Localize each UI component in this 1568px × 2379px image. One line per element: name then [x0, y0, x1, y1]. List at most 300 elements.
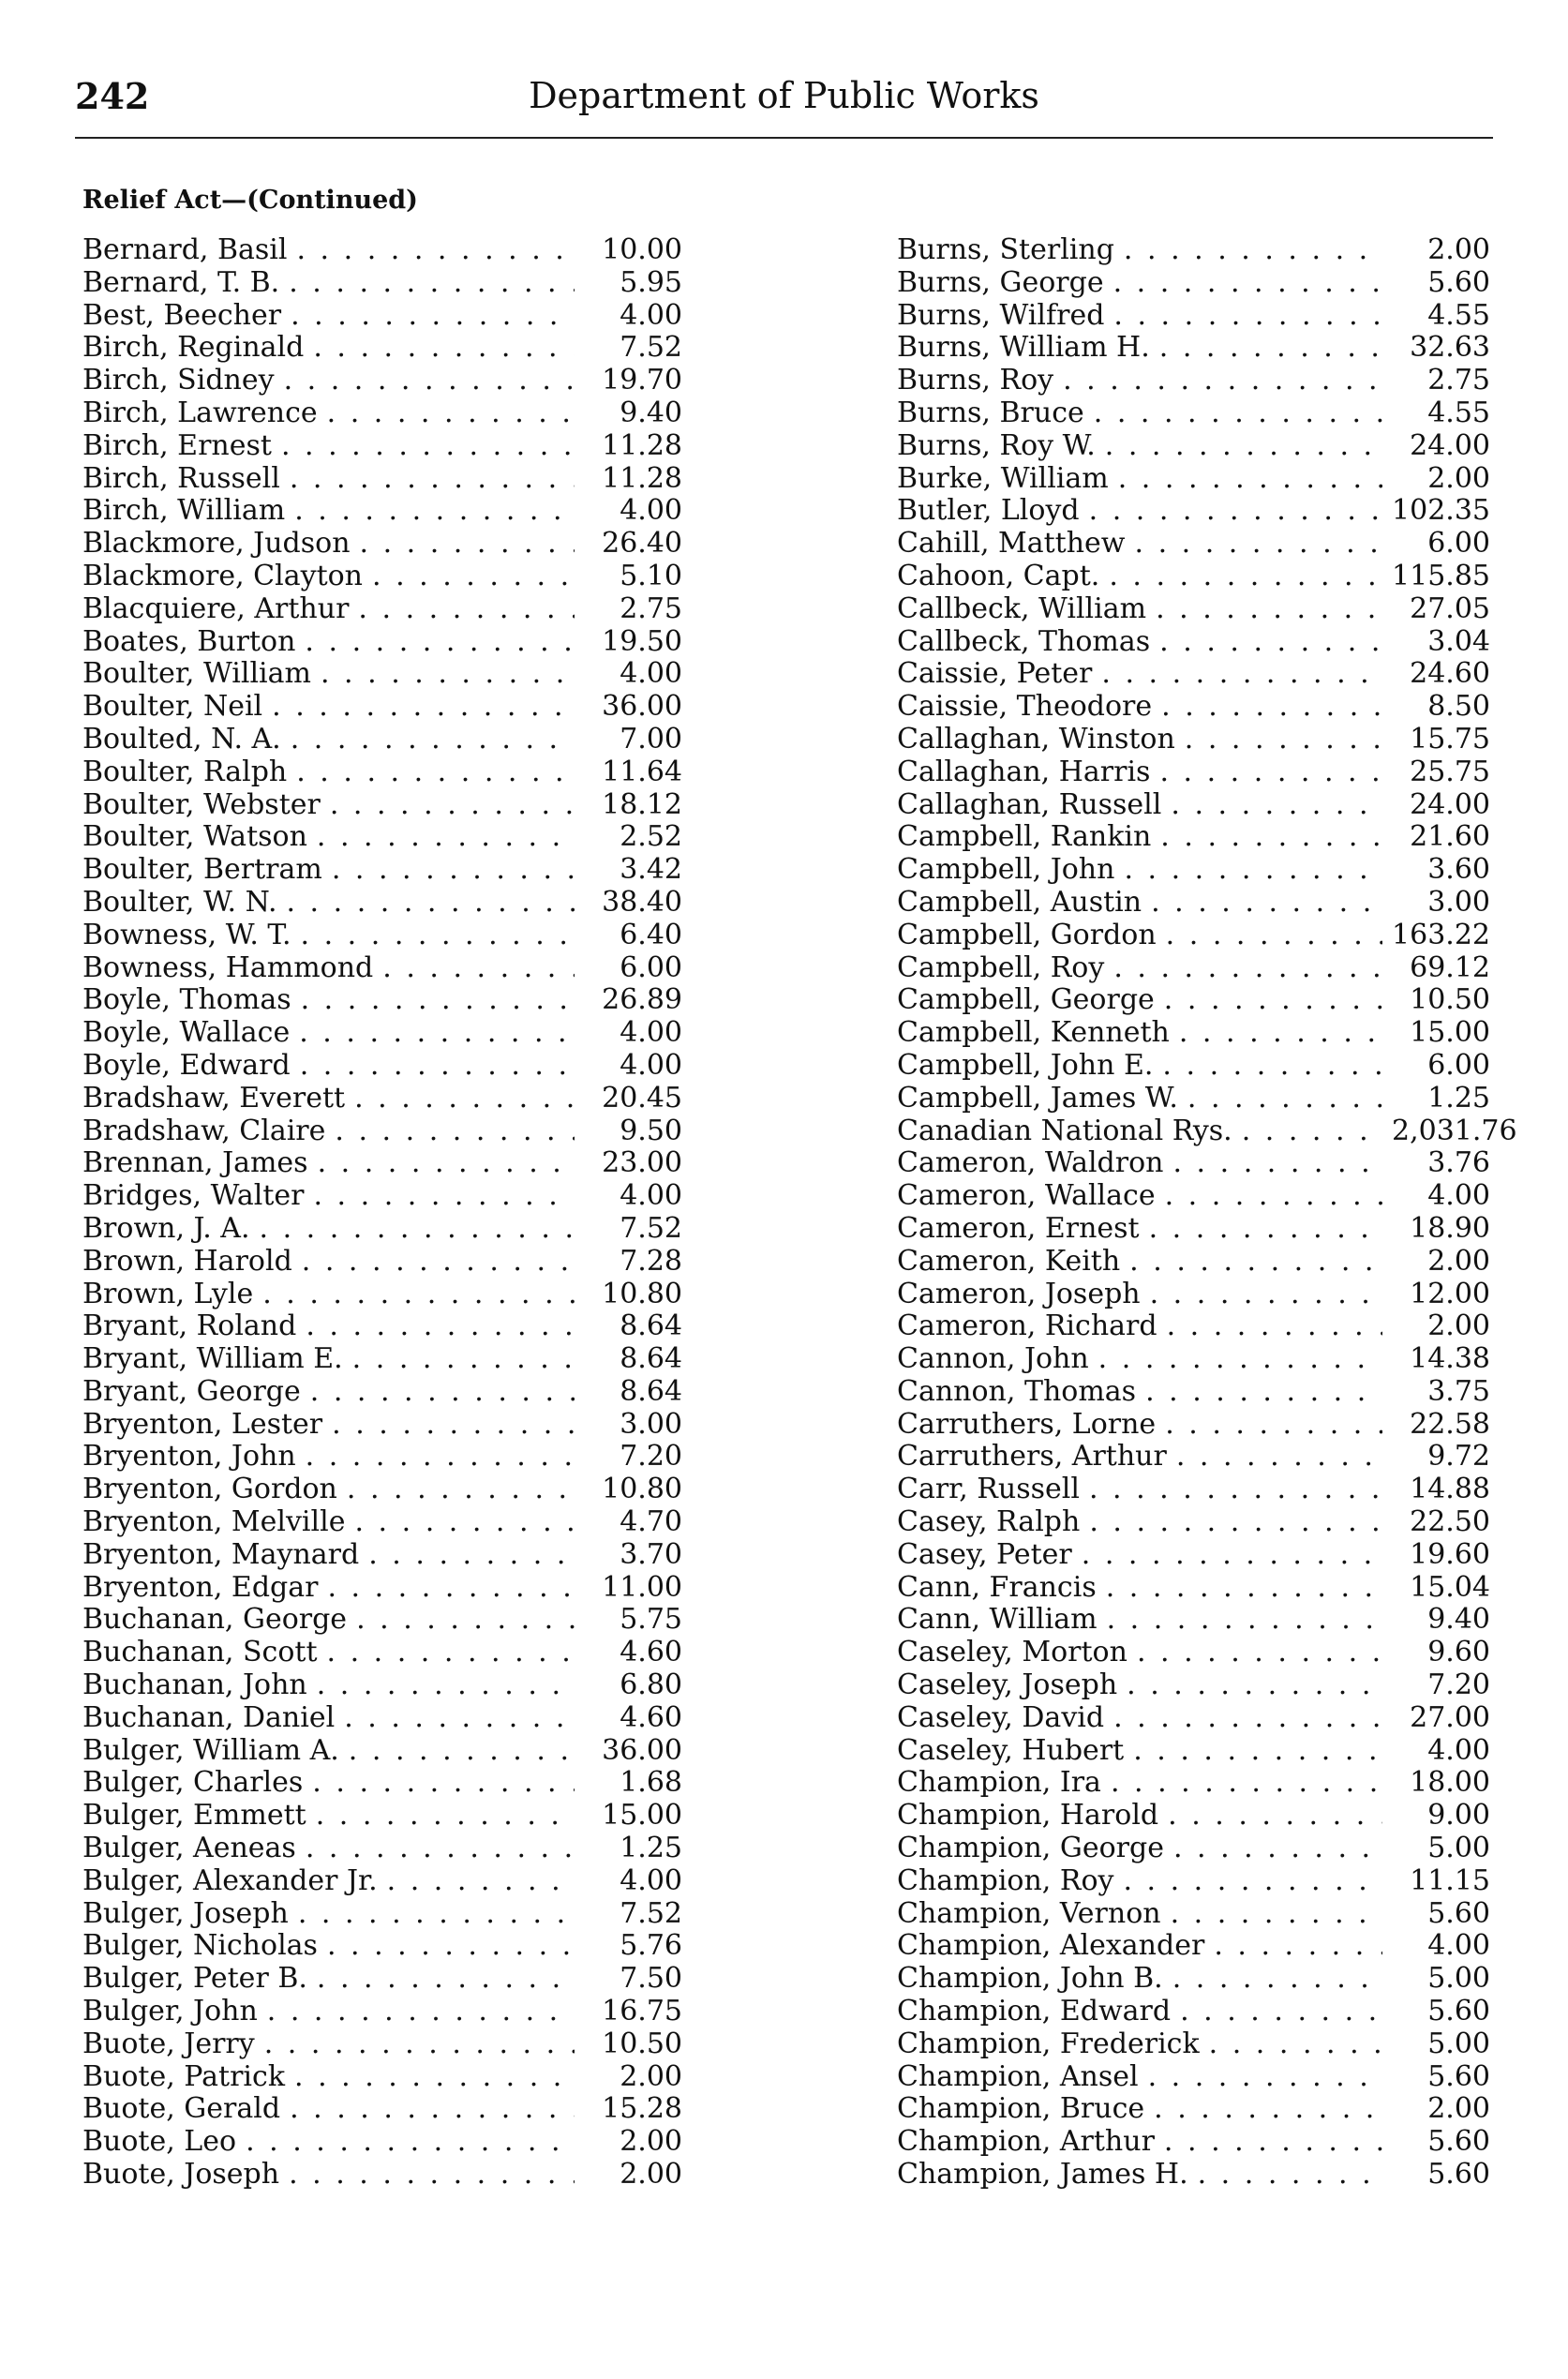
list-item: [82, 1213, 682, 1246]
list-item: [897, 1279, 1490, 1311]
entry-amount: 6.00: [1427, 527, 1490, 561]
entry-name: Boulter, Webster: [82, 787, 321, 821]
entry-amount: 8.64: [620, 1309, 682, 1343]
list-item: [897, 1114, 1517, 1148]
entry-amount: 5.76: [620, 1929, 682, 1963]
entry-amount: 36.00: [602, 690, 682, 724]
entry-name: Callaghan, Harris: [897, 755, 1151, 788]
list-item: [897, 1735, 1490, 1768]
entry-amount: 10.00: [602, 233, 682, 266]
entry-amount: 14.88: [1410, 1473, 1490, 1506]
dot-leader: [1150, 1279, 1382, 1311]
dot-leader: [291, 724, 575, 756]
list-item: [897, 2061, 1490, 2094]
entry-amount: 2.75: [1427, 364, 1490, 397]
entry-name: Carr, Russell: [897, 1473, 1080, 1506]
list-item: [897, 1441, 1490, 1474]
entry-name: Champion, Arthur: [897, 2125, 1155, 2159]
dot-leader: [296, 234, 575, 267]
dot-leader: [1185, 724, 1382, 756]
entry-name: Callbeck, Thomas: [897, 624, 1151, 658]
list-item: [897, 1213, 1490, 1246]
entry-name: Cameron, Joseph: [897, 1277, 1141, 1310]
list-item: [82, 1279, 682, 1311]
dot-leader: [1101, 658, 1382, 691]
entry-name: Buchanan, George: [82, 1603, 348, 1637]
entry-amount: 6.00: [620, 950, 682, 984]
right-column: [897, 233, 1517, 2192]
list-item: [897, 1474, 1490, 1506]
dot-leader: [299, 1017, 575, 1050]
list-item: [897, 1246, 1490, 1279]
entry-amount: 32.63: [1410, 331, 1490, 365]
entry-name: Champion, Harold: [897, 1799, 1159, 1833]
entry-name: Champion, Alexander: [897, 1929, 1205, 1963]
dot-leader: [1198, 2159, 1382, 2192]
dot-leader: [1109, 561, 1382, 593]
entry-name: Champion, John B.: [897, 1962, 1163, 1996]
dot-leader: [1167, 1310, 1382, 1343]
entry-amount: 5.60: [1427, 2125, 1490, 2159]
entry-amount: 6.80: [620, 1668, 682, 1702]
entry-amount: 69.12: [1410, 950, 1490, 984]
entry-name: Boulter, Bertram: [82, 853, 322, 887]
dot-leader: [1173, 1833, 1382, 1865]
dot-leader: [354, 1083, 575, 1115]
entry-name: Burns, Bruce: [897, 396, 1084, 429]
list-item: [897, 821, 1490, 854]
dot-leader: [358, 593, 575, 626]
entry-name: Burns, Wilfred: [897, 298, 1105, 332]
list-item: [82, 1376, 682, 1409]
entry-name: Buote, Leo: [82, 2125, 237, 2159]
dot-leader: [1082, 1539, 1382, 1572]
entry-name: Boulter, W. N.: [82, 885, 277, 919]
list-item: [897, 234, 1490, 267]
entry-name: Champion, Bruce: [897, 2092, 1145, 2126]
entry-amount: 4.55: [1427, 396, 1490, 429]
entry-name: Cann, Francis: [897, 1570, 1097, 1604]
entry-amount: 9.72: [1427, 1440, 1490, 1474]
entry-name: Boyle, Edward: [82, 1048, 291, 1082]
entry-amount: 11.28: [602, 461, 682, 495]
list-item: [897, 887, 1490, 920]
entry-name: Bryenton, Melville: [82, 1505, 346, 1539]
dot-leader: [1164, 2126, 1382, 2159]
entry-name: Cameron, Waldron: [897, 1146, 1164, 1180]
entry-name: Caseley, Joseph: [897, 1668, 1118, 1702]
entry-amount: 7.52: [620, 1896, 682, 1930]
entry-amount: 2.00: [1427, 2092, 1490, 2126]
dot-leader: [316, 1800, 575, 1833]
dot-leader: [1127, 1669, 1382, 1702]
entry-name: Bulger, Nicholas: [82, 1929, 318, 1963]
entry-amount: 3.42: [620, 853, 682, 887]
list-item: [897, 528, 1490, 561]
dot-leader: [1161, 691, 1382, 724]
entry-amount: 11.15: [1410, 1863, 1490, 1897]
dot-leader: [1137, 1637, 1382, 1669]
list-item: [897, 1898, 1490, 1931]
list-item: [897, 952, 1490, 985]
entry-name: Champion, Edward: [897, 1995, 1172, 2028]
list-item: [897, 1147, 1490, 1180]
entry-name: Champion, Roy: [897, 1863, 1114, 1897]
dot-leader: [1149, 1213, 1382, 1246]
dot-leader: [1106, 1572, 1382, 1605]
list-item: [897, 1833, 1490, 1865]
dot-leader: [318, 1147, 575, 1180]
entry-name: Bowness, Hammond: [82, 950, 374, 984]
entry-name: Campbell, Austin: [897, 885, 1142, 919]
list-item: [82, 267, 682, 300]
entry-amount: 18.00: [1410, 1766, 1490, 1800]
entry-amount: 4.60: [620, 1700, 682, 1734]
dot-leader: [1172, 1963, 1382, 1996]
list-item: [82, 1767, 682, 1800]
entry-amount: 2.75: [620, 591, 682, 625]
list-item: [82, 658, 682, 691]
entry-amount: 10.80: [602, 1473, 682, 1506]
entry-name: Birch, William: [82, 494, 286, 528]
list-item: [82, 1669, 682, 1702]
entry-amount: 2,031.76: [1392, 1114, 1517, 1147]
entry-amount: 4.00: [620, 1016, 682, 1050]
dot-leader: [330, 789, 575, 822]
list-item: [82, 397, 682, 430]
entry-name: Cannon, John: [897, 1342, 1089, 1376]
list-item: [82, 2159, 682, 2192]
list-item: [82, 234, 682, 267]
entry-name: Champion, Ira: [897, 1766, 1101, 1800]
list-item: [82, 1310, 682, 1343]
entry-amount: 7.28: [620, 1244, 682, 1278]
list-item: [897, 463, 1490, 496]
dot-leader: [300, 1050, 575, 1083]
entry-amount: 3.70: [620, 1537, 682, 1571]
running-title: Department of Public Works: [529, 75, 1039, 116]
dot-leader: [356, 1604, 575, 1637]
dot-leader: [349, 1735, 575, 1768]
entry-name: Bryenton, Lester: [82, 1407, 323, 1441]
dot-leader: [321, 658, 575, 691]
list-item: [897, 593, 1490, 626]
list-item: [82, 332, 682, 365]
entry-amount: 5.00: [1427, 2027, 1490, 2060]
dot-leader: [1162, 1050, 1382, 1083]
entry-amount: 9.60: [1427, 1636, 1490, 1669]
left-column: [82, 234, 682, 2192]
dot-leader: [1124, 854, 1382, 887]
entry-amount: 5.75: [620, 1603, 682, 1637]
list-item: [897, 756, 1490, 789]
list-item: [82, 2093, 682, 2126]
dot-leader: [1113, 952, 1382, 985]
list-item: [82, 300, 682, 333]
dot-leader: [302, 1246, 575, 1279]
entry-amount: 102.35: [1392, 494, 1490, 528]
entry-amount: 27.05: [1410, 591, 1490, 625]
entry-name: Boulter, William: [82, 657, 311, 691]
dot-leader: [264, 2028, 575, 2061]
entry-name: Buchanan, Daniel: [82, 1700, 336, 1734]
entry-name: Caissie, Theodore: [897, 690, 1153, 724]
entry-name: Carruthers, Lorne: [897, 1407, 1157, 1441]
entry-name: Bulger, Aeneas: [82, 1832, 296, 1865]
dot-leader: [306, 1310, 575, 1343]
entry-amount: 23.00: [602, 1146, 682, 1180]
entry-amount: 5.60: [1427, 265, 1490, 299]
dot-leader: [1089, 495, 1382, 528]
dot-leader: [1118, 463, 1382, 496]
list-item: [82, 430, 682, 463]
dot-leader: [313, 332, 575, 365]
entry-amount: 2.00: [1427, 233, 1490, 266]
list-item: [897, 854, 1490, 887]
dot-leader: [1242, 1115, 1382, 1148]
list-item: [82, 691, 682, 724]
entry-name: Bulger, Alexander Jr.: [82, 1863, 378, 1897]
entry-name: Cameron, Richard: [897, 1309, 1157, 1343]
list-item: [82, 1637, 682, 1669]
list-item: [897, 1865, 1490, 1898]
list-item: [82, 1604, 682, 1637]
entry-amount: 4.00: [620, 1179, 682, 1213]
entry-name: Butler, Lloyd: [897, 494, 1080, 528]
entry-amount: 7.52: [620, 1211, 682, 1245]
entry-name: Burns, William H.: [897, 331, 1150, 365]
entry-amount: 2.00: [620, 2158, 682, 2192]
entry-name: Champion, James H.: [897, 2158, 1188, 2192]
dot-leader: [312, 1767, 575, 1800]
entry-name: Bridges, Walter: [82, 1179, 305, 1213]
entry-name: Cahill, Matthew: [897, 527, 1126, 561]
entry-amount: 3.04: [1427, 624, 1490, 658]
entry-name: Bryant, Roland: [82, 1309, 297, 1343]
entry-name: Buote, Joseph: [82, 2158, 280, 2192]
dot-leader: [1160, 821, 1382, 854]
entry-amount: 7.00: [620, 722, 682, 756]
entry-amount: 4.00: [620, 657, 682, 691]
entry-amount: 4.60: [620, 1636, 682, 1669]
entry-amount: 11.28: [602, 428, 682, 462]
entry-amount: 2.00: [1427, 461, 1490, 495]
dot-leader: [352, 1343, 575, 1376]
entry-amount: 4.00: [1427, 1179, 1490, 1213]
list-item: [82, 2028, 682, 2061]
entry-amount: 5.00: [1427, 1962, 1490, 1996]
dot-leader: [372, 561, 575, 593]
list-item: [897, 1669, 1490, 1702]
entry-amount: 5.00: [1427, 1832, 1490, 1865]
entry-name: Bulger, Joseph: [82, 1896, 289, 1930]
entry-name: Cannon, Thomas: [897, 1374, 1137, 1408]
list-item: [82, 1474, 682, 1506]
entry-name: Best, Beecher: [82, 298, 282, 332]
dot-leader: [305, 626, 575, 659]
list-item: [82, 1865, 682, 1898]
entry-amount: 2.00: [1427, 1309, 1490, 1343]
dot-leader: [260, 1213, 575, 1246]
entry-amount: 7.20: [620, 1440, 682, 1474]
list-item: [897, 2159, 1490, 2192]
list-item: [82, 495, 682, 528]
entry-name: Bernard, Basil: [82, 233, 288, 266]
dot-leader: [1171, 789, 1382, 822]
entry-name: Champion, Frederick: [897, 2027, 1200, 2060]
entry-name: Cameron, Keith: [897, 1244, 1121, 1278]
entry-amount: 9.40: [1427, 1603, 1490, 1637]
entry-amount: 7.50: [620, 1962, 682, 1996]
entry-name: Bradshaw, Claire: [82, 1114, 326, 1147]
dot-leader: [289, 267, 575, 300]
list-item: [82, 1050, 682, 1083]
list-item: [82, 1572, 682, 1605]
entry-name: Bernard, T. B.: [82, 265, 280, 299]
entry-amount: 8.50: [1427, 690, 1490, 724]
entry-amount: 22.50: [1410, 1505, 1490, 1539]
list-item: [82, 1539, 682, 1572]
list-item: [897, 1572, 1490, 1605]
entry-amount: 5.60: [1427, 2158, 1490, 2192]
entry-name: Burns, Sterling: [897, 233, 1114, 266]
list-item: [82, 1083, 682, 1115]
entry-name: Campbell, George: [897, 983, 1155, 1017]
dot-leader: [317, 821, 575, 854]
entry-name: Brown, Harold: [82, 1244, 292, 1278]
list-item: [82, 463, 682, 496]
list-item: [82, 789, 682, 822]
entry-name: Caseley, Morton: [897, 1636, 1127, 1669]
entry-name: Champion, Ansel: [897, 2059, 1139, 2093]
entry-amount: 6.00: [1427, 1048, 1490, 1082]
entry-name: Callaghan, Winston: [897, 722, 1175, 756]
entry-name: Campbell, Gordon: [897, 918, 1157, 951]
entry-name: Buote, Jerry: [82, 2027, 255, 2060]
entry-amount: 20.45: [602, 1081, 682, 1115]
entry-name: Brown, J. A.: [82, 1211, 250, 1245]
entry-amount: 10.50: [602, 2027, 682, 2060]
entry-amount: 9.50: [620, 1114, 682, 1147]
entry-name: Campbell, Rankin: [897, 820, 1152, 854]
list-item: [82, 593, 682, 626]
list-item: [82, 854, 682, 887]
dot-leader: [1107, 1604, 1382, 1637]
list-item: [897, 365, 1490, 397]
entry-name: Cann, William: [897, 1603, 1098, 1637]
dot-leader: [368, 1539, 575, 1572]
entry-name: Champion, George: [897, 1832, 1164, 1865]
dot-leader: [294, 2061, 575, 2094]
dot-leader: [289, 2159, 575, 2192]
list-item: [897, 691, 1490, 724]
list-item: [897, 495, 1490, 528]
entry-amount: 2.52: [620, 820, 682, 854]
entry-amount: 1.68: [620, 1766, 682, 1800]
entry-name: Casey, Peter: [897, 1537, 1072, 1571]
entry-amount: 12.00: [1410, 1277, 1490, 1310]
dot-leader: [1164, 984, 1382, 1017]
dot-leader: [306, 1441, 575, 1474]
entry-amount: 26.40: [602, 527, 682, 561]
entry-amount: 4.00: [620, 1863, 682, 1897]
entry-amount: 4.70: [620, 1505, 682, 1539]
entry-amount: 26.89: [602, 983, 682, 1017]
entry-name: Cahoon, Capt.: [897, 559, 1100, 592]
entry-name: Caissie, Peter: [897, 657, 1093, 691]
list-item: [897, 1017, 1490, 1050]
entry-name: Bradshaw, Everett: [82, 1081, 346, 1115]
entry-amount: 19.50: [602, 624, 682, 658]
dot-leader: [1171, 1898, 1382, 1931]
entry-amount: 36.00: [602, 1733, 682, 1767]
entry-name: Birch, Ernest: [82, 428, 272, 462]
dot-leader: [1113, 300, 1382, 333]
list-item: [82, 1930, 682, 1963]
entry-name: Bulger, William A.: [82, 1733, 339, 1767]
entry-name: Champion, Vernon: [897, 1896, 1161, 1930]
dot-leader: [310, 1376, 575, 1409]
dot-leader: [1159, 756, 1382, 789]
list-item: [82, 887, 682, 920]
list-item: [897, 1767, 1490, 1800]
entry-name: Bulger, Emmett: [82, 1799, 306, 1833]
entry-name: Birch, Reginald: [82, 331, 305, 365]
entry-name: Bryenton, Gordon: [82, 1473, 337, 1506]
list-item: [82, 1996, 682, 2028]
entry-amount: 24.00: [1410, 787, 1490, 821]
entry-name: Boulter, Watson: [82, 820, 307, 854]
dot-leader: [347, 1474, 575, 1506]
dot-leader: [246, 2126, 575, 2159]
entry-name: Bryenton, Edgar: [82, 1570, 319, 1604]
dot-leader: [344, 1702, 575, 1735]
entry-amount: 38.40: [602, 885, 682, 919]
list-item: [82, 1115, 682, 1148]
list-item: [82, 756, 682, 789]
entry-name: Bulger, Peter B.: [82, 1962, 307, 1996]
list-item: [897, 2093, 1490, 2126]
list-item: [82, 1409, 682, 1442]
dot-leader: [1094, 397, 1382, 430]
list-item: [897, 2126, 1490, 2159]
entry-amount: 6.40: [620, 918, 682, 951]
entry-amount: 5.60: [1427, 1896, 1490, 1930]
dot-leader: [1179, 1017, 1382, 1050]
entry-name: Buchanan, Scott: [82, 1636, 318, 1669]
entry-name: Campbell, John: [897, 853, 1115, 887]
dot-leader: [290, 2093, 575, 2126]
list-item: [897, 397, 1490, 430]
entry-amount: 7.20: [1427, 1668, 1490, 1702]
entry-amount: 4.00: [620, 494, 682, 528]
list-item: [82, 724, 682, 756]
dot-leader: [1124, 234, 1382, 267]
list-item: [897, 1702, 1490, 1735]
list-item: [82, 1343, 682, 1376]
entry-amount: 2.00: [1427, 1244, 1490, 1278]
dot-leader: [298, 1898, 575, 1931]
entry-name: Bulger, John: [82, 1995, 258, 2028]
dot-leader: [1187, 1083, 1382, 1115]
entry-amount: 4.00: [1427, 1733, 1490, 1767]
list-item: [897, 300, 1490, 333]
entry-amount: 9.00: [1427, 1799, 1490, 1833]
dot-leader: [1151, 887, 1382, 920]
entry-amount: 163.22: [1392, 918, 1490, 951]
entry-amount: 5.95: [620, 265, 682, 299]
dot-leader: [306, 1833, 575, 1865]
